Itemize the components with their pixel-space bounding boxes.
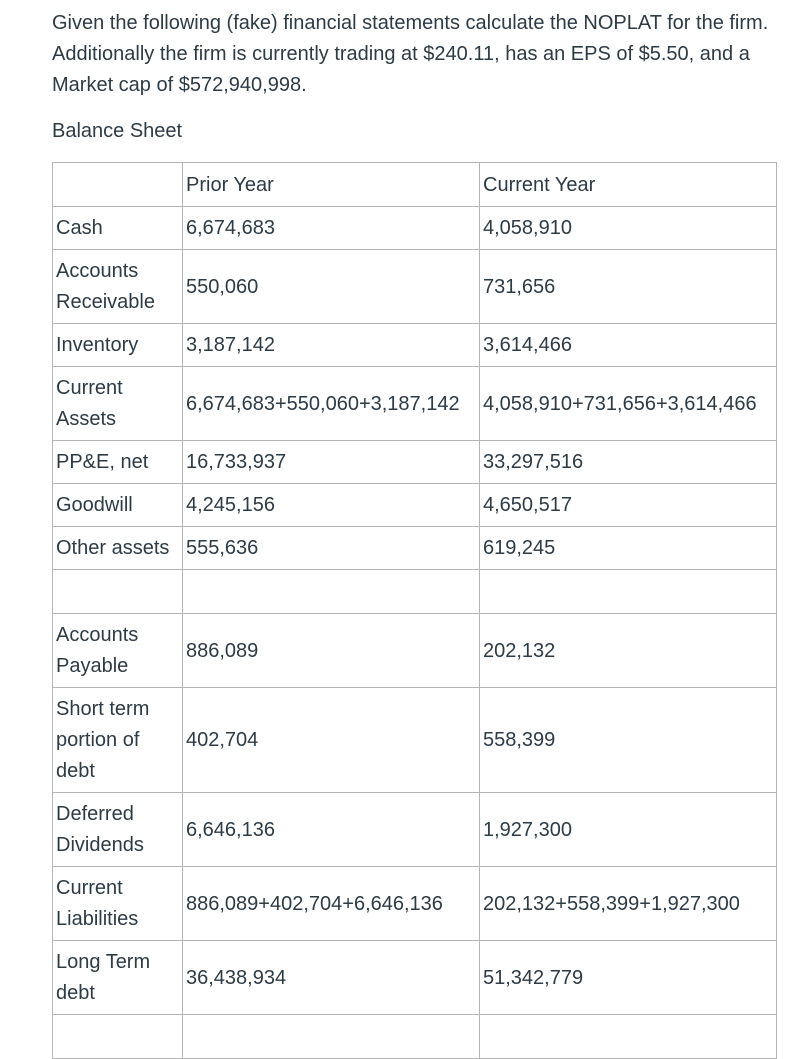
row-label: Long Term debt <box>53 941 183 1015</box>
current-year-value: 202,132+558,399+1,927,300 <box>480 867 777 941</box>
header-prior-year: Prior Year <box>183 163 480 207</box>
table-row <box>53 324 777 367</box>
current-year-value: 4,058,910+731,656+3,614,466 <box>480 367 777 441</box>
row-label: Goodwill <box>53 484 183 527</box>
table-row <box>53 441 777 484</box>
header-current-year: Current Year <box>480 163 777 207</box>
header-cell <box>53 163 183 207</box>
section-label: Balance Sheet <box>52 120 183 142</box>
balance-sheet-table <box>52 162 777 1059</box>
current-year-value: 731,656 <box>480 250 777 324</box>
table-row-empty <box>53 1015 777 1059</box>
row-label: Current Assets <box>53 367 183 441</box>
prior-year-value: 6,674,683 <box>183 207 480 250</box>
current-year-value <box>480 1015 777 1059</box>
prior-year-value: 6,646,136 <box>183 793 480 867</box>
prior-year-value: 36,438,934 <box>183 941 480 1015</box>
row-label <box>53 1015 183 1059</box>
row-label: Cash <box>53 207 183 250</box>
prior-year-value: 6,674,683+550,060+3,187,142 <box>183 367 480 441</box>
row-label: Inventory <box>53 324 183 367</box>
row-label: Short term portion of debt <box>53 688 183 793</box>
prior-year-value: 402,704 <box>183 688 480 793</box>
question-text: Given the following (fake) financial statements calculate the NOPLAT for the firm. Additionally the firm is currently trading at $240.11, has an EPS of $5.50, and a Market cap of $572,940,998. <box>52 12 769 96</box>
table-row <box>53 941 777 1015</box>
table-row <box>53 207 777 250</box>
table-row <box>53 614 777 688</box>
current-year-value: 4,058,910 <box>480 207 777 250</box>
row-label: Accounts Receivable <box>53 250 183 324</box>
current-year-value <box>480 570 777 614</box>
table-header-row <box>53 163 777 207</box>
prior-year-value <box>183 1015 480 1059</box>
prior-year-value: 886,089 <box>183 614 480 688</box>
prior-year-value: 886,089+402,704+6,646,136 <box>183 867 480 941</box>
row-label: Accounts Payable <box>53 614 183 688</box>
current-year-value: 202,132 <box>480 614 777 688</box>
current-year-value: 3,614,466 <box>480 324 777 367</box>
table-row-empty <box>53 570 777 614</box>
row-label: Deferred Dividends <box>53 793 183 867</box>
prior-year-value <box>183 570 480 614</box>
table-row <box>53 484 777 527</box>
prior-year-value: 3,187,142 <box>183 324 480 367</box>
current-year-value: 558,399 <box>480 688 777 793</box>
prior-year-value: 555,636 <box>183 527 480 570</box>
table-row <box>53 793 777 867</box>
current-year-value: 33,297,516 <box>480 441 777 484</box>
prior-year-value: 550,060 <box>183 250 480 324</box>
prior-year-value: 4,245,156 <box>183 484 480 527</box>
table-row <box>53 527 777 570</box>
prior-year-value: 16,733,937 <box>183 441 480 484</box>
table-row <box>53 367 777 441</box>
row-label: Current Liabilities <box>53 867 183 941</box>
current-year-value: 51,342,779 <box>480 941 777 1015</box>
current-year-value: 4,650,517 <box>480 484 777 527</box>
row-label: PP&E, net <box>53 441 183 484</box>
table-row <box>53 688 777 793</box>
current-year-value: 1,927,300 <box>480 793 777 867</box>
row-label <box>53 570 183 614</box>
table-row <box>53 867 777 941</box>
current-year-value: 619,245 <box>480 527 777 570</box>
table-row <box>53 250 777 324</box>
row-label: Other assets <box>53 527 183 570</box>
